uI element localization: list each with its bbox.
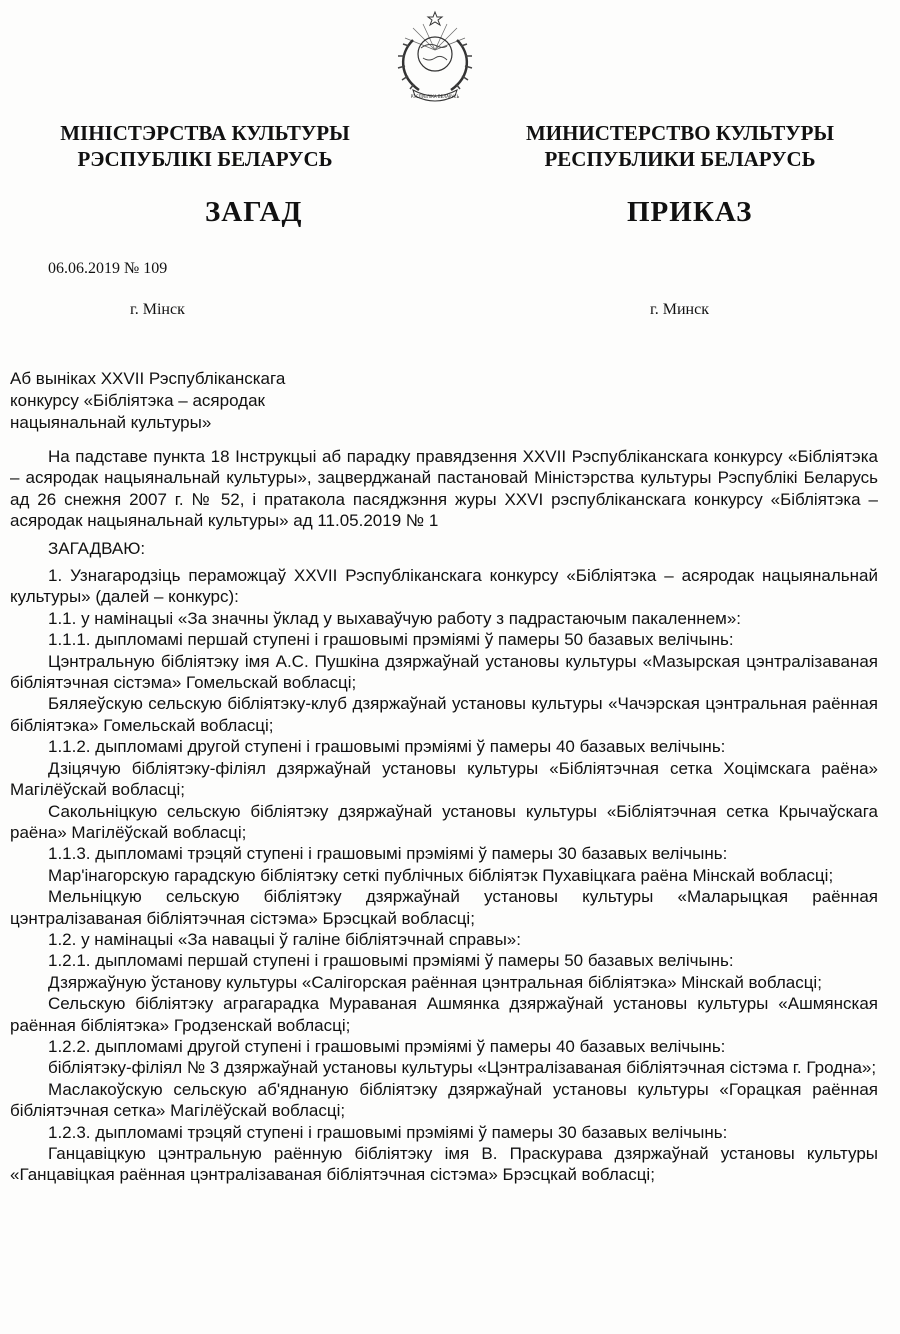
order-item: Дзіцячую бібліятэку-філіял дзяржаўнай установы культуры «Бібліятэчная сетка Хоцімскага раёна» Магілёўскай вобласці;	[10, 758, 878, 800]
order-item: 1.1.1. дыпломамі першай ступені і грашовымі прэміямі ў памеры 50 базавых велічынь:	[48, 630, 734, 650]
preamble-paragraph: На падставе пункта 18 Інструкцыі аб парадку правядзення XXVII Рэспубліканскага конкурсу «Бібліятэка – асяродак нацыянальнай культуры», зацверджанай пастановай Міністэрства культуры Рэспублікі Беларусь ад 26 снежня 2007 г. № 52, і пратакола пасяджэння журы XXVI рэспубліканскага конкурсу «Бібліятэка – асяродак нацыянальнай культуры» ад 11.05.2019 № 1	[10, 447, 878, 531]
document-body	[10, 446, 878, 1186]
svg-text:РЭСПУБЛІКА БЕЛАРУСЬ: РЭСПУБЛІКА БЕЛАРУСЬ	[410, 94, 460, 99]
ministry-ru-line1: МИНИСТЕРСТВО КУЛЬТУРЫ	[525, 121, 835, 145]
order-item: Бяляеўскую сельскую бібліятэку-клуб дзяржаўнай установы культуры «Чачэрская цэнтральная раённая бібліятэка» Гомельскай вобласці;	[10, 694, 878, 735]
state-emblem	[383, 10, 487, 104]
order-item: Дзяржаўную ўстанову культуры «Салігорская раённая цэнтральная бібліятэка» Мінскай вобласці;	[48, 972, 822, 992]
date-number: 06.06.2019 № 109	[48, 260, 168, 277]
order-item: Сакольніцкую сельскую бібліятэку дзяржаўнай установы культуры «Бібліятэчная сетка Крычаўскага раёна» Магілёўскай вобласці;	[10, 801, 878, 842]
doc-type-by: ЗАГАД	[205, 196, 303, 228]
order-item: 1.2.3. дыпломамі трэцяй ступені і грашовымі прэміямі ў памеры 30 базавых велічынь:	[48, 1122, 728, 1142]
ministry-by-line1: МІНІСТЭРСТВА КУЛЬТУРЫ	[60, 121, 350, 145]
ministry-by-line2: РЭСПУБЛІКІ БЕЛАРУСЬ	[77, 147, 333, 171]
order-item: Маслакоўскую сельскую аб'яднаную бібліятэку дзяржаўнай установы культуры «Горацкая раённая бібліятэчная сетка» Магілёўскай вобласці;	[10, 1079, 878, 1121]
order-item: 1.1.2. дыпломамі другой ступені і грашовымі прэміямі ў памеры 40 базавых велічынь:	[48, 737, 726, 757]
order-item: Мельніцкую сельскую бібліятэку дзяржаўнай установы культуры «Маларыцкая раённая цэнтралізаваная бібліятэчная сістэма» Брэсцкай вобласці;	[10, 887, 878, 928]
order-keyword: ЗАГАДВАЮ:	[48, 538, 146, 558]
order-item: 1.1.3. дыпломамі трэцяй ступені і грашовымі прэміямі ў памеры 30 базавых велічынь:	[48, 844, 728, 864]
order-item: Цэнтральную бібліятэку імя А.С. Пушкіна дзяржаўнай установы культуры «Мазырская цэнтралізаваная бібліятэчная сістэма» Гомельскай вобласці;	[10, 651, 878, 693]
ministry-header-ru	[500, 120, 860, 172]
document-subject: Аб выніках XXVII Рэспубліканскага конкурсу «Бібліятэка – асяродак нацыянальнай культуры»	[10, 369, 286, 432]
order-item: 1.2.2. дыпломамі другой ступені і грашовымі прэміямі ў памеры 40 базавых велічынь:	[48, 1036, 726, 1056]
doc-type-ru: ПРИКАЗ	[627, 196, 753, 228]
order-item: Ганцавіцкую цэнтральную раённую бібліятэку імя В. Праскурава дзяржаўнай установы культуры «Ганцавіцкая раённая цэнтралізаваная бібліятэчная сістэма» Брэсцкай вобласці;	[10, 1144, 878, 1185]
city-ru: г. Минск	[650, 301, 709, 318]
order-item: 1.2. у намінацыі «За навацыі ў галіне бібліятэчнай справы»:	[48, 929, 521, 949]
city-by: г. Мінск	[130, 301, 185, 318]
order-item: Сельскую бібліятэку аграгарадка Мураваная Ашмянка дзяржаўнай установы культуры «Ашмянская раённая бібліятэка» Гродзенскай вобласці;	[10, 994, 878, 1035]
order-item: Мар'інагорскую гарадскую бібліятэку сеткі публічных бібліятэк Пухавіцкага раёна Мінскай вобласці;	[48, 865, 834, 885]
ministry-header-by	[30, 120, 380, 172]
ministry-ru-line2: РЕСПУБЛИКИ БЕЛАРУСЬ	[544, 147, 816, 171]
order-item: бібліятэку-філіял № 3 дзяржаўнай установы культуры «Цэнтралізаваная бібліятэчная сістэма г. Гродна»;	[48, 1058, 877, 1078]
order-item: 1.1. у намінацыі «За значны ўклад у выхаваўчую работу з падрастаючым пакаленнем»:	[48, 608, 742, 628]
order-item: 1.2.1. дыпломамі першай ступені і грашовымі прэміямі ў памеры 50 базавых велічынь:	[48, 951, 734, 971]
order-item: 1. Узнагародзіць пераможцаў XXVII Рэспубліканскага конкурсу «Бібліятэка – асяродак нацыянальнай культуры» (далей – конкурс):	[10, 566, 878, 607]
